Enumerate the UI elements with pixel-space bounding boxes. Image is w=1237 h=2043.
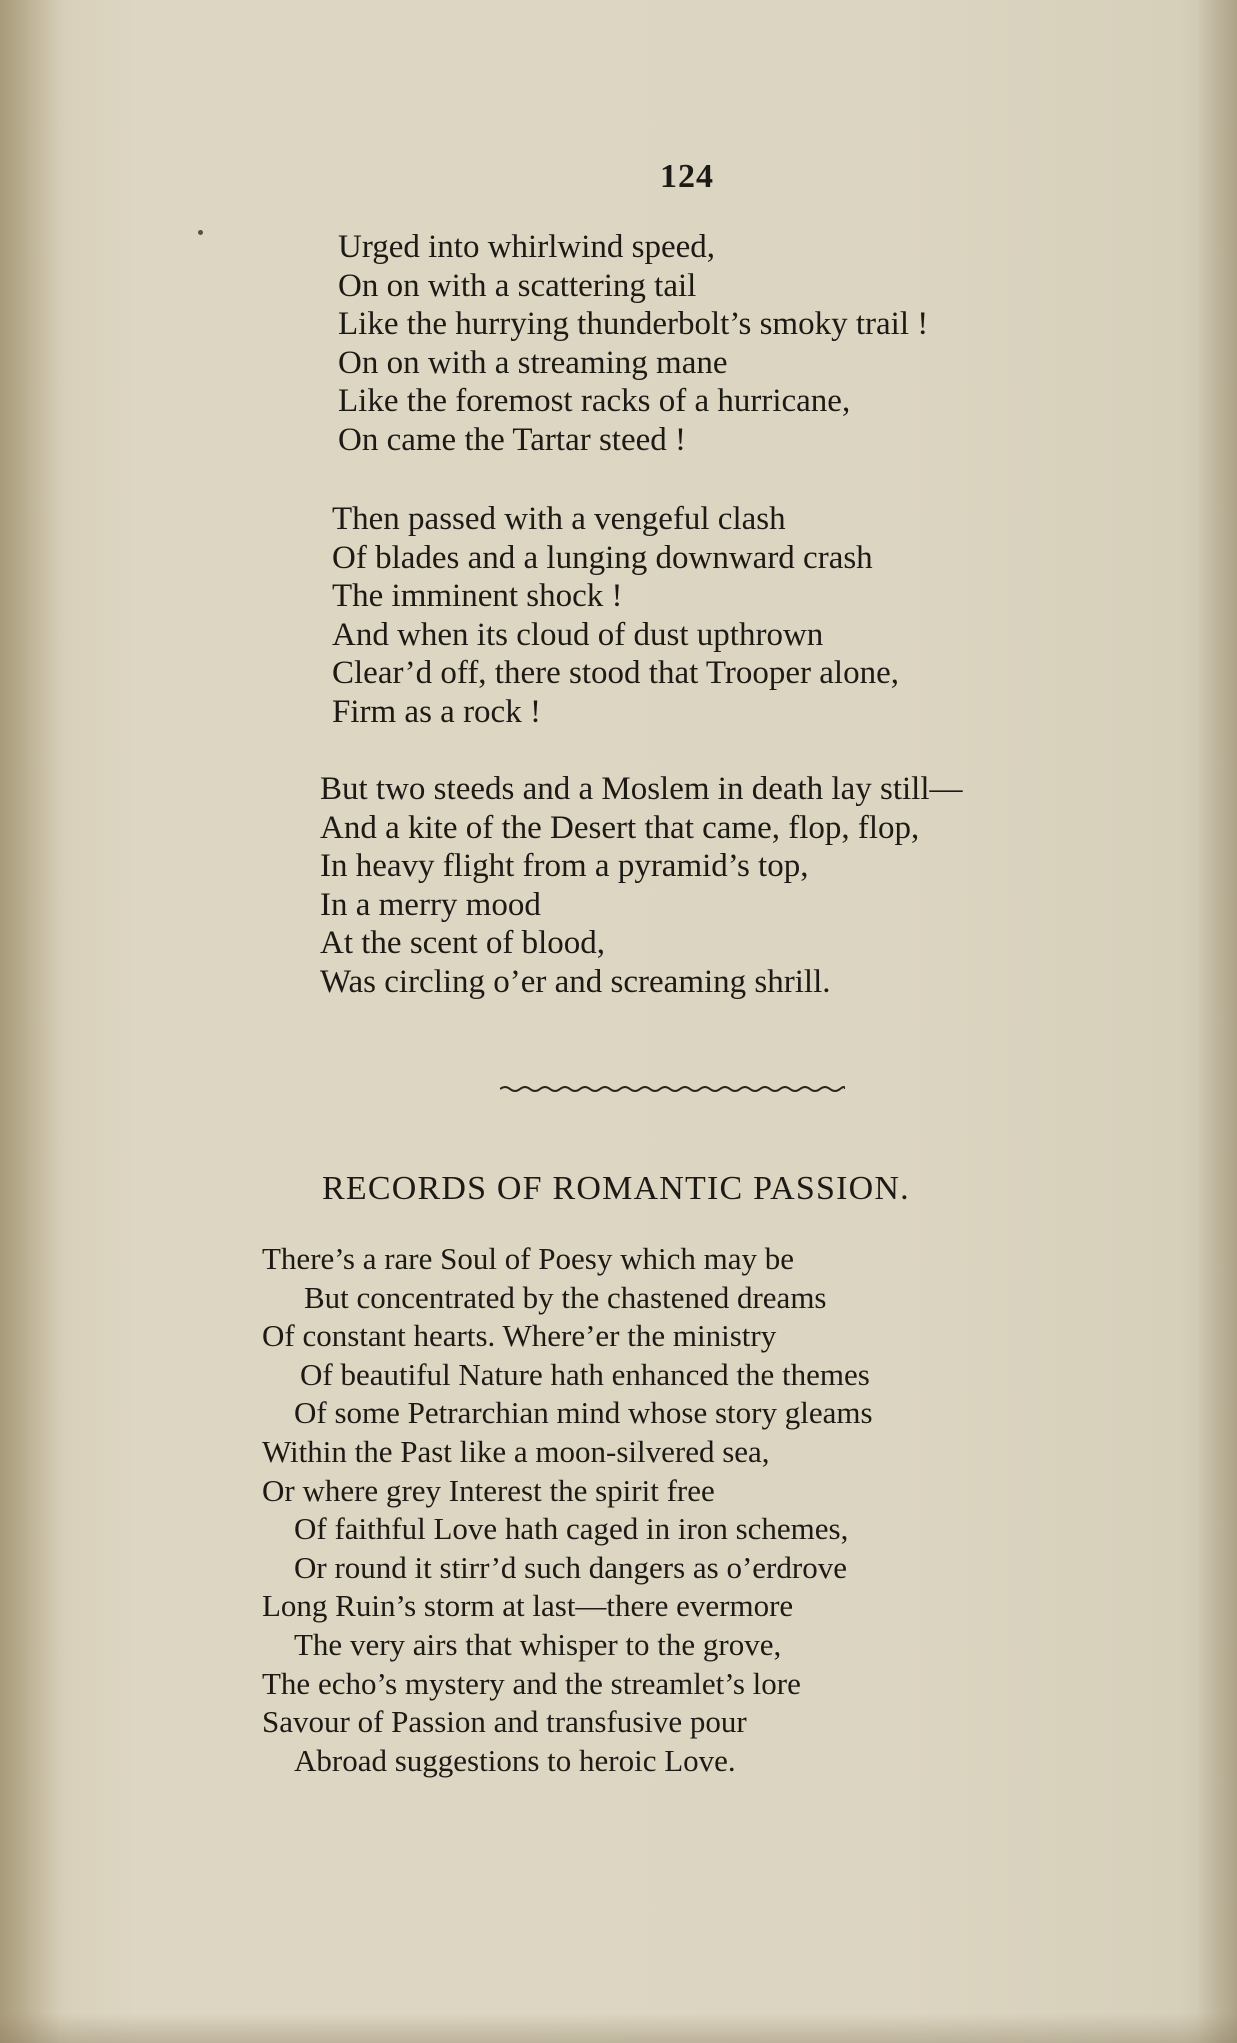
verse-line: Savour of Passion and transfusive pour <box>262 1704 747 1740</box>
verse-line: Within the Past like a moon-silvered sea, <box>262 1433 770 1469</box>
verse-line: On on with a streaming mane <box>338 344 728 381</box>
verse-line: On on with a scattering tail <box>338 267 697 304</box>
verse-line: Was circling o’er and screaming shrill. <box>320 963 831 1000</box>
sonnet <box>262 1240 873 1780</box>
verse-line: And when its cloud of dust upthrown <box>332 616 824 653</box>
verse-line: Of beautiful Nature hath enhanced the themes <box>300 1356 870 1392</box>
verse-line: Or where grey Interest the spirit free <box>262 1472 715 1508</box>
verse-line: There’s a rare Soul of Poesy which may be <box>262 1241 795 1276</box>
verse-line: In heavy flight from a pyramid’s top, <box>320 848 809 884</box>
verse-line: On came the Tartar steed ! <box>338 421 686 458</box>
verse-line: Or round it stirr’d such dangers as o’erdrove <box>294 1549 847 1585</box>
page-right-edge-shadow <box>1197 0 1237 2043</box>
stanza-2 <box>332 500 899 731</box>
stanza-1 <box>338 228 928 459</box>
verse-line: But concentrated by the chastened dreams <box>304 1279 827 1315</box>
verse-line: The imminent shock ! <box>332 578 623 614</box>
section-title: RECORDS OF ROMANTIC PASSION. <box>322 1170 910 1207</box>
verse-line: Urged into whirlwind speed, <box>338 229 716 265</box>
verse-line: At the scent of blood, <box>320 925 606 961</box>
verse-line: Of some Petrarchian mind whose story gleams <box>294 1395 873 1431</box>
stanza-3 <box>320 770 963 1001</box>
wavy-divider-ornament <box>500 1082 845 1096</box>
verse-line: Firm as a rock ! <box>332 693 541 730</box>
verse-line: And a kite of the Desert that came, flop, flop, <box>320 809 920 846</box>
page-left-edge-shadow <box>0 0 70 2043</box>
verse-line: Abroad suggestions to heroic Love. <box>294 1742 736 1778</box>
ink-speck <box>198 230 203 235</box>
verse-line: Like the foremost racks of a hurricane, <box>338 383 851 419</box>
verse-line: The very airs that whisper to the grove, <box>294 1626 782 1662</box>
verse-line: Long Ruin’s storm at last—there evermore <box>262 1588 794 1624</box>
verse-line: In a merry mood <box>320 886 541 923</box>
verse-line: Of blades and a lunging downward crash <box>332 539 873 576</box>
verse-line: But two steeds and a Moslem in death lay still— <box>320 771 963 807</box>
verse-line: Clear’d off, there stood that Trooper alone, <box>332 655 899 691</box>
page-bottom-edge-shadow <box>0 2013 1237 2043</box>
verse-line: Of constant hearts. Where’er the ministry <box>262 1318 777 1354</box>
page-number: 124 <box>660 158 714 195</box>
verse-line: Like the hurrying thunderbolt’s smoky trail ! <box>338 306 929 342</box>
verse-line: Of faithful Love hath caged in iron schemes, <box>294 1511 849 1547</box>
verse-line: The echo’s mystery and the streamlet’s lore <box>262 1665 801 1701</box>
verse-line: Then passed with a vengeful clash <box>332 501 786 537</box>
